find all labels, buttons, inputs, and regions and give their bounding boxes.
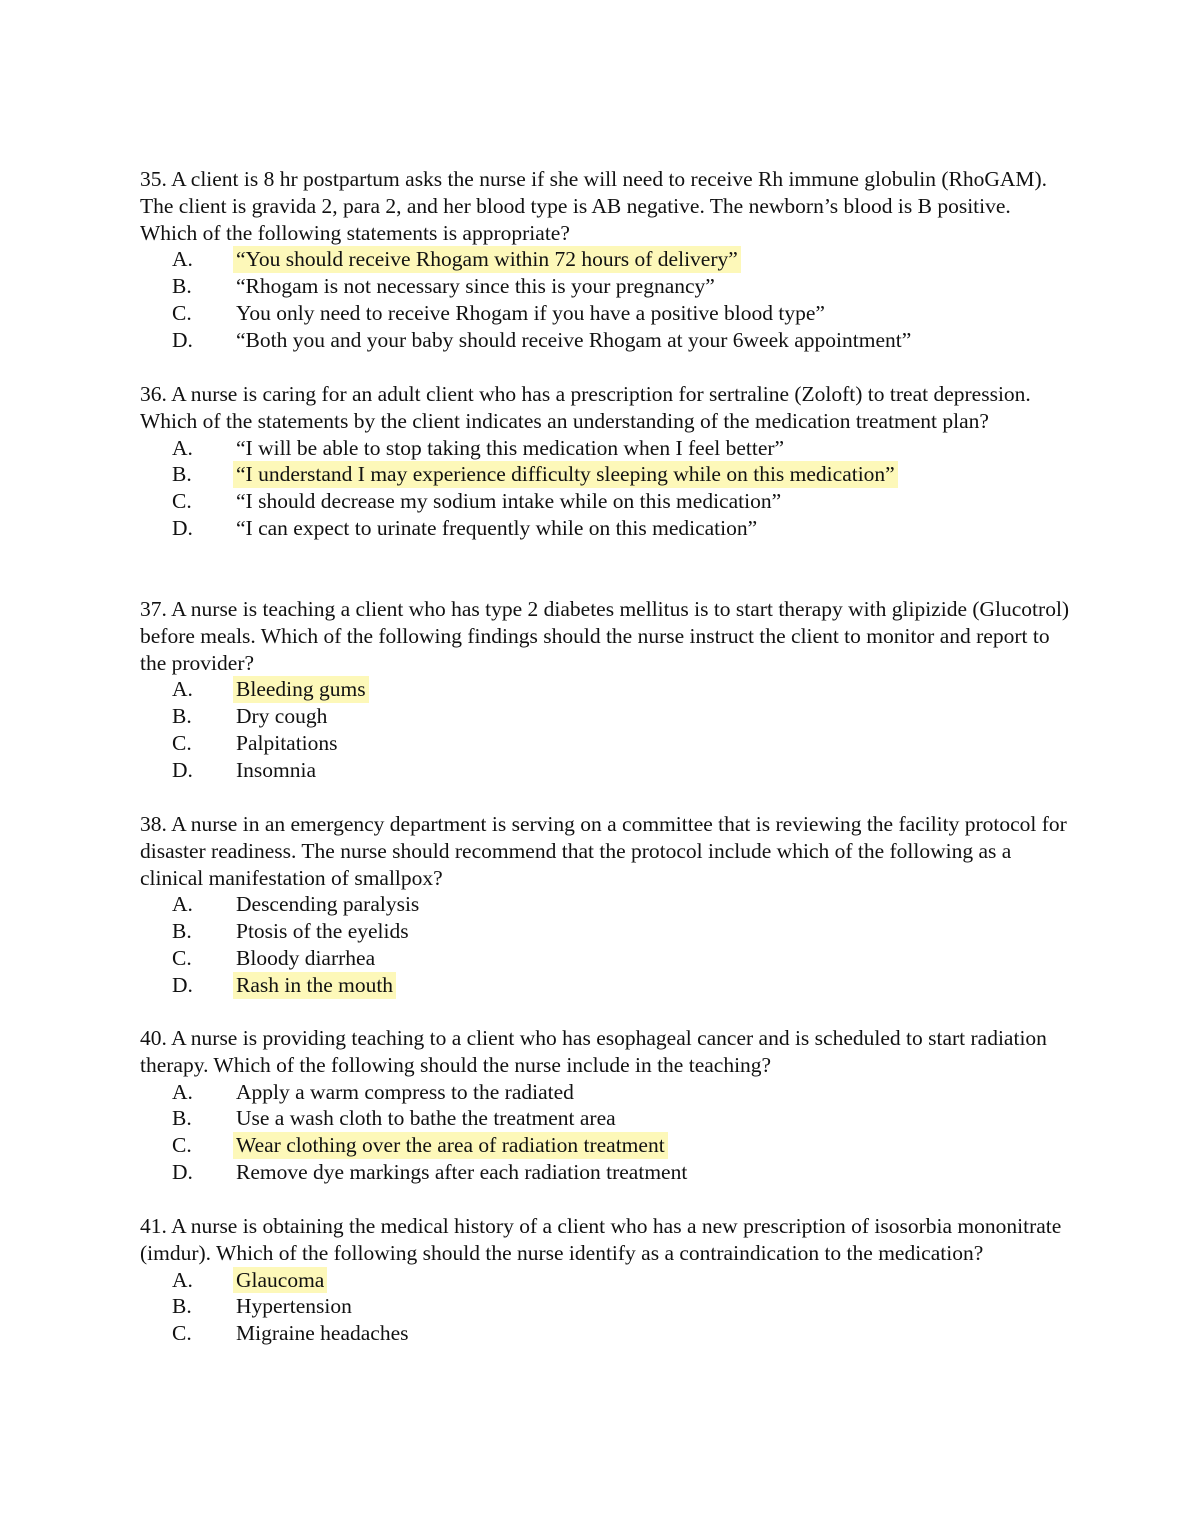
option-d [140, 327, 1070, 354]
option-text: Migraine headaches [236, 1321, 409, 1346]
option-b [140, 1105, 1070, 1132]
option-text-highlighted: Wear clothing over the area of radiation treatment [233, 1132, 668, 1159]
option-b [140, 1293, 1070, 1320]
option-text: “I should decrease my sodium intake while on this medication” [236, 489, 782, 514]
question-38 [140, 811, 1070, 999]
option-letter: D. [172, 1159, 193, 1184]
option-b [140, 703, 1070, 730]
option-text-highlighted: Glaucoma [233, 1267, 327, 1294]
option-text: Hypertension [236, 1294, 352, 1319]
option-letter: C. [172, 945, 192, 970]
option-d [140, 515, 1070, 542]
option-text: “I can expect to urinate frequently while on this medication” [236, 515, 758, 540]
question-stem: 40. A nurse is providing teaching to a client who has esophageal cancer and is scheduled to start radiation therapy. Which of the following should the nurse include in the teaching? [140, 1026, 1047, 1077]
option-text: “I will be able to stop taking this medication when I feel better” [236, 435, 785, 460]
option-text: Palpitations [236, 730, 338, 755]
option-letter: C. [172, 1321, 192, 1346]
option-letter: B. [172, 919, 192, 944]
option-text-highlighted: Rash in the mouth [233, 972, 396, 999]
option-a [140, 246, 1070, 273]
option-a [140, 891, 1070, 918]
option-letter: D. [172, 515, 193, 540]
option-letter: D. [172, 327, 193, 352]
option-letter: C. [172, 489, 192, 514]
option-text: You only need to receive Rhogam if you have a positive blood type” [236, 300, 825, 325]
option-letter: B. [172, 704, 192, 729]
option-text-highlighted: Bleeding gums [233, 676, 369, 703]
option-text: Insomnia [236, 757, 317, 782]
option-text: Ptosis of the eyelids [236, 919, 409, 944]
option-text: “Rhogam is not necessary since this is your pregnancy” [236, 274, 715, 299]
option-letter: D. [172, 972, 193, 997]
question-37 [140, 596, 1070, 784]
option-text-highlighted: “I understand I may experience difficulty sleeping while on this medication” [233, 461, 898, 488]
option-c [140, 1320, 1070, 1347]
question-41 [140, 1213, 1070, 1347]
option-letter: B. [172, 274, 192, 299]
option-text: “Both you and your baby should receive Rhogam at your 6week appointment” [236, 327, 912, 352]
question-35 [140, 166, 1070, 354]
answer-options [140, 1079, 1070, 1186]
option-letter: A. [172, 892, 193, 917]
answer-options [140, 891, 1070, 998]
option-letter: A. [172, 1267, 193, 1292]
option-text: Remove dye markings after each radiation treatment [236, 1159, 688, 1184]
option-c [140, 488, 1070, 515]
answer-options [140, 435, 1070, 542]
option-text-highlighted: “You should receive Rhogam within 72 hours of delivery” [233, 246, 741, 273]
option-letter: A. [172, 435, 193, 460]
option-d [140, 972, 1070, 999]
question-stem: 36. A nurse is caring for an adult client who has a prescription for sertraline (Zoloft) to treat depression. Which of the statements by the client indicates an understanding of the medication treatment plan? [140, 382, 1031, 433]
option-c [140, 730, 1070, 757]
option-a [140, 676, 1070, 703]
option-c [140, 1132, 1070, 1159]
option-a [140, 1267, 1070, 1294]
option-letter: C. [172, 300, 192, 325]
question-stem: 37. A nurse is teaching a client who has type 2 diabetes mellitus is to start therapy with glipizide (Glucotrol) before meals. Which of the following findings should the nurse instruct the client to monitor and report to the provider? [140, 597, 1070, 675]
question-36 [140, 381, 1070, 542]
option-letter: D. [172, 757, 193, 782]
option-text: Dry cough [236, 704, 328, 729]
option-c [140, 300, 1070, 327]
option-b [140, 461, 1070, 488]
option-letter: A. [172, 677, 193, 702]
option-text: Apply a warm compress to the radiated [236, 1079, 574, 1104]
option-b [140, 918, 1070, 945]
option-letter: B. [172, 1294, 192, 1319]
question-stem: 38. A nurse in an emergency department is serving on a committee that is reviewing the facility protocol for disaster readiness. The nurse should recommend that the protocol include which of the following as a clinical manifestation of smallpox? [140, 812, 1067, 890]
question-stem: 41. A nurse is obtaining the medical history of a client who has a new prescription of isosorbia mononitrate (imdur). Which of the following should the nurse identify as a contraindication to the medication? [140, 1214, 1062, 1265]
option-text: Use a wash cloth to bathe the treatment area [236, 1106, 616, 1131]
option-a [140, 435, 1070, 462]
option-d [140, 1159, 1070, 1186]
option-letter: B. [172, 1106, 192, 1131]
option-letter: A. [172, 247, 193, 272]
option-letter: A. [172, 1079, 193, 1104]
question-40 [140, 1025, 1070, 1186]
answer-options [140, 1267, 1070, 1347]
answer-options [140, 676, 1070, 783]
option-d [140, 757, 1070, 784]
option-letter: C. [172, 730, 192, 755]
option-text: Bloody diarrhea [236, 945, 376, 970]
option-letter: B. [172, 462, 192, 487]
option-text: Descending paralysis [236, 892, 420, 917]
option-a [140, 1079, 1070, 1106]
answer-options [140, 246, 1070, 353]
option-letter: C. [172, 1133, 192, 1158]
question-stem: 35. A client is 8 hr postpartum asks the nurse if she will need to receive Rh immune globulin (RhoGAM). The client is gravida 2, para 2, and her blood type is AB negative. The newborn’s blood is B positive. Which of the following statements is appropriate? [140, 167, 1048, 245]
option-b [140, 273, 1070, 300]
option-c [140, 945, 1070, 972]
